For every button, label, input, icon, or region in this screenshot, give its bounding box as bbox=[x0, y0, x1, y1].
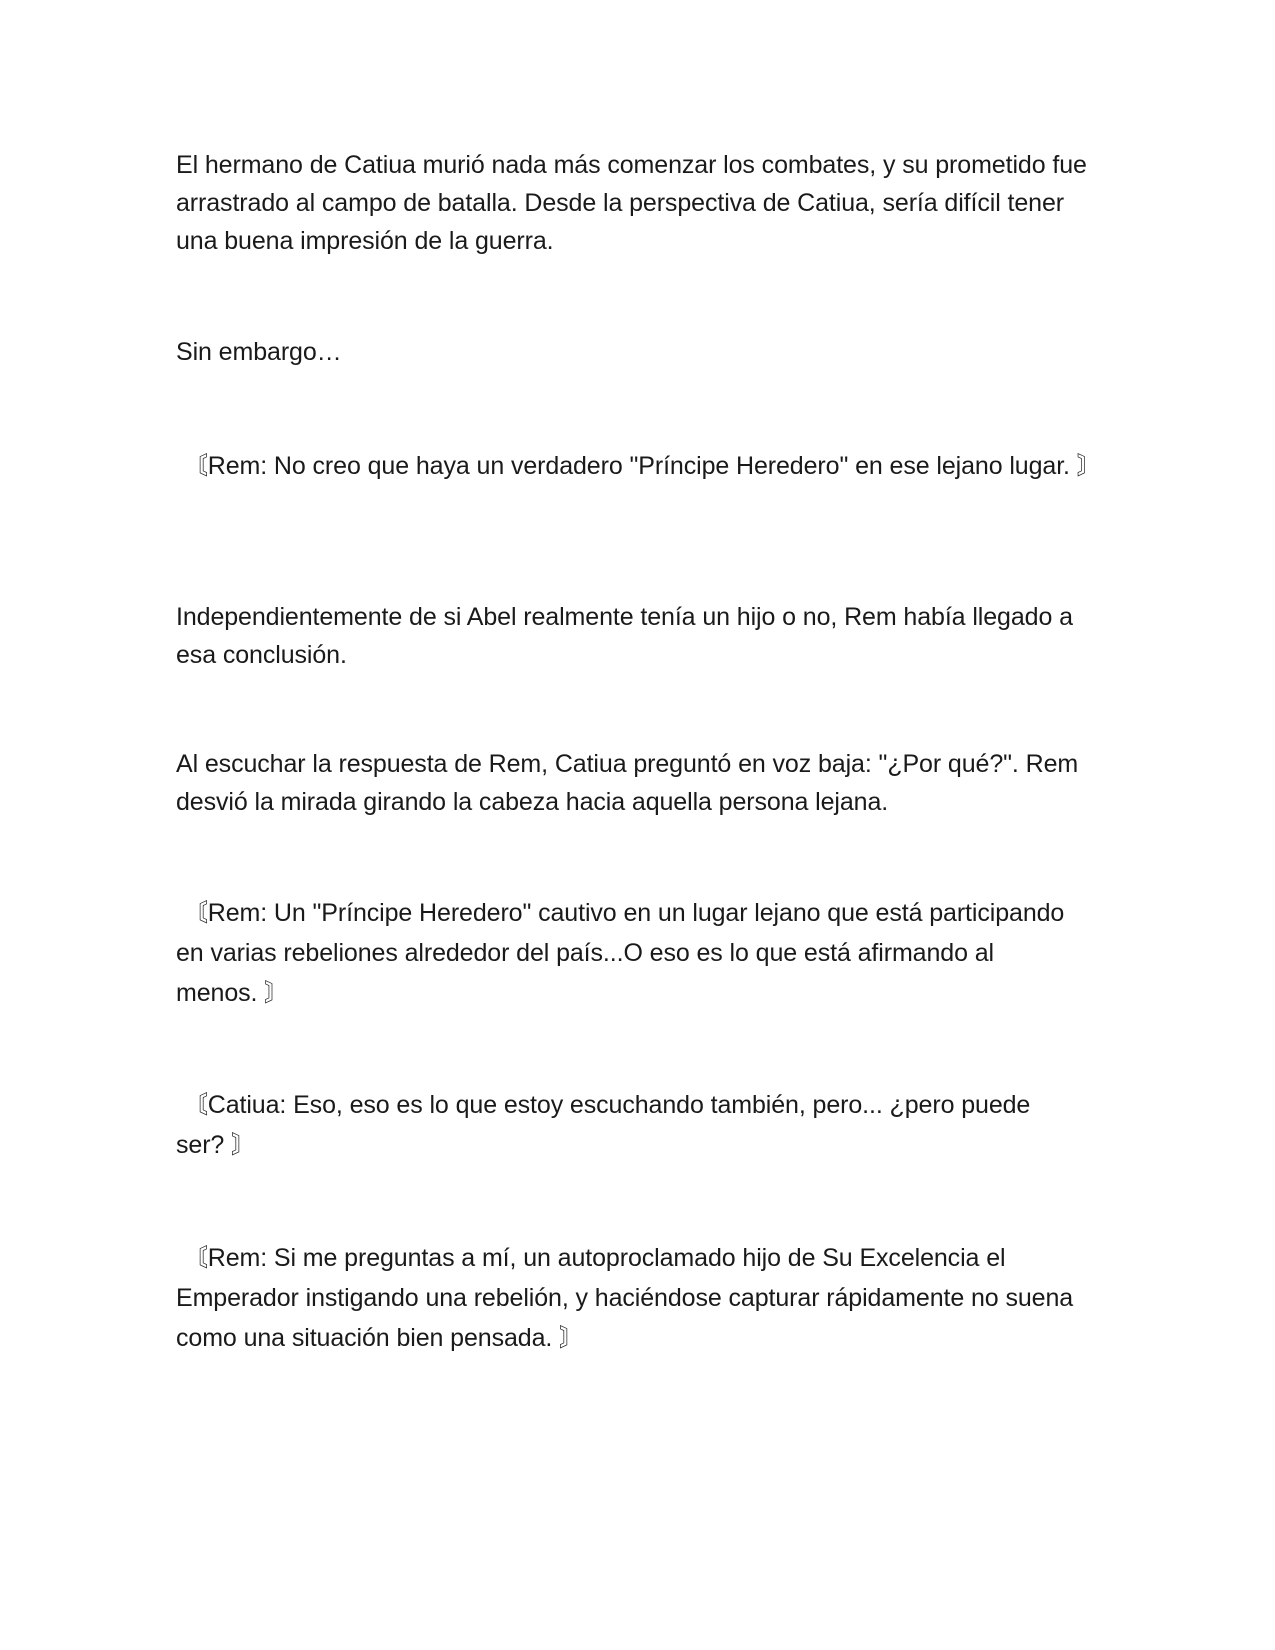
narration-paragraph: El hermano de Catiua murió nada más comenzar los combates, y su prometido fue arrastrado al campo de batalla. Desde la perspectiva de Catiua, sería difícil tener una buena impresión de la guerra. bbox=[176, 151, 1087, 255]
dialogue-paragraph: 〘Catiua: Eso, eso es lo que estoy escuchando también, pero... ¿pero puede ser? 〙 bbox=[176, 1091, 1031, 1159]
narration-paragraph: Independientemente de si Abel realmente tenía un hijo o no, Rem había llegado a esa conclusión. bbox=[176, 603, 1073, 669]
narration-paragraph: Sin embargo… bbox=[176, 338, 342, 366]
dialogue-paragraph: 〘Rem: No creo que haya un verdadero "Príncipe Heredero" en ese lejano lugar. 〙 bbox=[176, 452, 1102, 480]
dialogue-paragraph: 〘Rem: Si me preguntas a mí, un autoproclamado hijo de Su Excelencia el Emperador instigando una rebelión, y haciéndose capturar rápidamente no suena como una situación bien pensada. 〙 bbox=[176, 1244, 1074, 1352]
dialogue-paragraph: 〘Rem: Un "Príncipe Heredero" cautivo en un lugar lejano que está participando en varias rebeliones alrededor del país...O eso es lo que está afirmando al menos. 〙 bbox=[176, 899, 1065, 1007]
narration-paragraph: Al escuchar la respuesta de Rem, Catiua preguntó en voz baja: "¿Por qué?". Rem desvió la mirada girando la cabeza hacia aquella persona lejana. bbox=[176, 750, 1079, 816]
